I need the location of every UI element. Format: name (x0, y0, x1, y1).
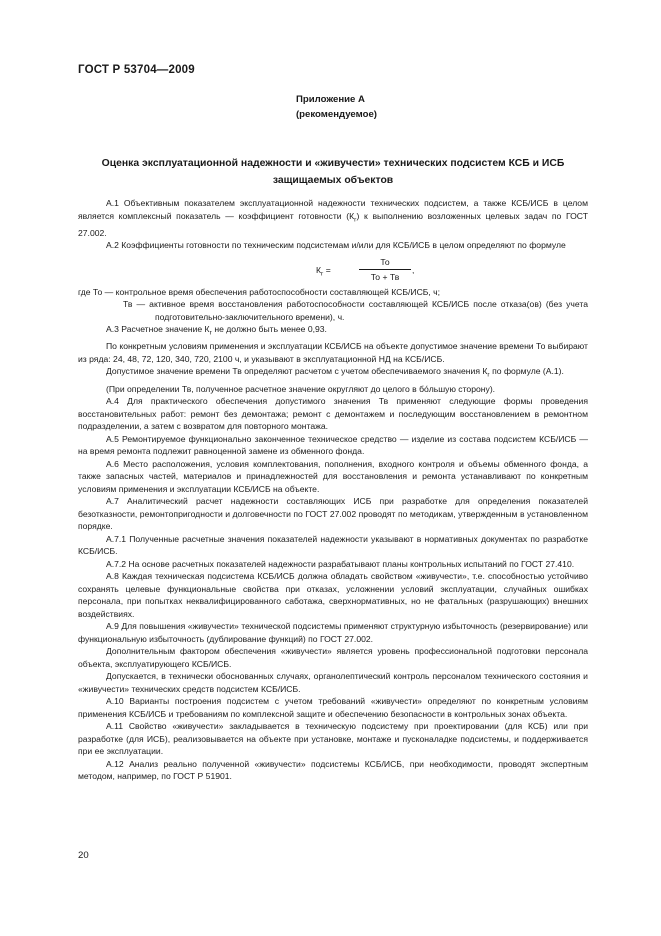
paragraph-rounding: (При определении Тв, полученное расчетное значение округляют до целого в бо́льшую сторону). (106, 383, 496, 394)
annex-title: Приложение А (296, 94, 365, 105)
definition-to: где То — контрольное время обеспечения работоспособности составляющей КСБ/ИСБ, ч; (78, 286, 441, 297)
formula-a1 (78, 254, 588, 284)
formula-denominator: То + Тв (370, 272, 400, 283)
document-body (78, 197, 588, 783)
paragraph-a6: А.6 Место расположения, условия комплектования, пополнения, входного контроля и объемы обменного фонда, а также запасных частей, материалов и принадлежностей для восстановления и ремонта устанавливают по конкретным условиям применения и эксплуатации КСБ/ИСБ на объекте. (78, 458, 588, 494)
paragraph-a7-1: А.7.1 Полученные расчетные значения показателей надежности указывают в нормативных документах по разработке КСБ/ИСБ. (78, 533, 588, 557)
definition-tv: Тв — активное время восстановления работоспособности составляющей КСБ/ИСБ после отказа(ов) (без учета подготовительно-заключительного времени), ч. (123, 299, 588, 322)
formula-lhs: $К_г$ = (316, 264, 331, 278)
section-title (78, 155, 588, 189)
annex-status (0, 109, 661, 120)
paragraph-a4: А.4 Для практического обеспечения допустимого значения Тв применяют следующие формы проведения восстановительных работ: ремонт без демонтажа; ремонт с демонтажем и последующим восстановлением в ремонтном подразделении, а затем с возвратом для повторного монтажа. (78, 396, 588, 432)
section-title-line-1: Оценка эксплуатационной надежности и «живучести» технических подсистем КСБ и ИСБ (101, 158, 565, 169)
paragraph-a7-2: А.7.2 На основе расчетных показателей надежности разрабатывают планы контрольных испытаний по ГОСТ 27.410. (106, 558, 575, 569)
paragraph-a1: А.1 Объективным показателем эксплуатационной надежности технических подсистем, а также КСБ/ИСБ в целом является комплексный показатель — коэффициент готовности $(К_г)$ к выполнению возложенных целевых задач по ГОСТ 27.002. (78, 198, 588, 238)
document-code: ГОСТ Р 53704—2009 (78, 64, 195, 76)
paragraph-additional-factor: Дополнительным фактором обеспечения «живучести» является уровень профессиональной подготовки персонала объекта, эксплуатирующего КСБ/ИСБ. (78, 646, 588, 669)
paragraph-to-values: По конкретным условиям применения и эксплуатации КСБ/ИСБ на объекте допустимое значение времени То выбирают из ряда: 24, 48, 72, 120, 340, 720, 2100 ч, и указывают в эксплуатационной НД на КСБ/ИСБ. (78, 341, 588, 364)
paragraph-tv-calc: Допустимое значение времени Тв определяют расчетом с учетом обеспечиваемого значения $К_г$ по формуле (А.1). (106, 366, 564, 380)
paragraph-a2: А.2 Коэффициенты готовности по техническим подсистемам и/или для КСБ/ИСБ в целом определяют по формуле (106, 240, 566, 251)
paragraph-a10: А.10 Варианты построения подсистем с учетом требований «живучести» определяют по конкретным условиям применения КСБ/ИСБ и требованиям по комплексной защите и обеспечению безопасности в контрольных зонах объекта. (78, 696, 588, 719)
paragraph-a8: А.8 Каждая техническая подсистема КСБ/ИСБ должна обладать свойством «живучести», т.е. способностью устойчиво сохранять целевые функциональные свойства при отказах, усложнении условий эксплуатации, случайных ошибках персонала, при попытках неквалифицированного саботажа, сверхнормативных, но не фатальных (разрушающих) внешних воздействиях. (78, 571, 588, 619)
paragraph-a3: А.3 Расчетное значение $К_г$ не должно быть менее 0,93. (106, 324, 327, 337)
paragraph-allowed-control: Допускается, в технически обоснованных случаях, органолептический контроль персоналом технического состояния и «живучести» технических средств подсистем КСБ/ИСБ. (78, 671, 588, 694)
formula-comma: , (412, 264, 415, 275)
annex-status-text: (рекомендуемое) (295, 109, 377, 120)
page-number: 20 (78, 850, 89, 861)
section-title-line-2: защищаемых объектов (272, 175, 394, 186)
paragraph-a7: А.7 Аналитический расчет надежности составляющих ИСБ при разработке для определения показателей безотказности, ремонтопригодности и долговечности по ГОСТ 27.002 проводят по методикам, утвержденным в установленном порядке. (78, 496, 588, 532)
formula-fraction (359, 256, 411, 284)
annex-label (0, 94, 661, 105)
paragraph-a12: А.12 Анализ реально полученной «живучести» подсистемы КСБ/ИСБ, при необходимости, проводят экспертным методом, например, по ГОСТ Р 51901. (78, 758, 588, 782)
paragraph-a9: А.9 Для повышения «живучести» технической подсистемы применяют структурную избыточность (резервирование) или функциональную избыточность (дублирование функций) по ГОСТ 27.002. (78, 621, 588, 644)
paragraph-a5: А.5 Ремонтируемое функционально законченное техническое средство — изделие из состава подсистем КСБ/ИСБ — на время ремонта подлежит равноценной замене из обменного фонда. (78, 433, 588, 457)
formula-numerator: То (359, 256, 411, 271)
paragraph-a11: А.11 Свойство «живучести» закладывается в техническую подсистему при проектировании (для КСБ) или при разработке (для ИСБ), реализовывается на объекте при установке, монтаже и пусконаладке подсистемы, и поддерживается при ее эксплуатации. (78, 721, 588, 757)
